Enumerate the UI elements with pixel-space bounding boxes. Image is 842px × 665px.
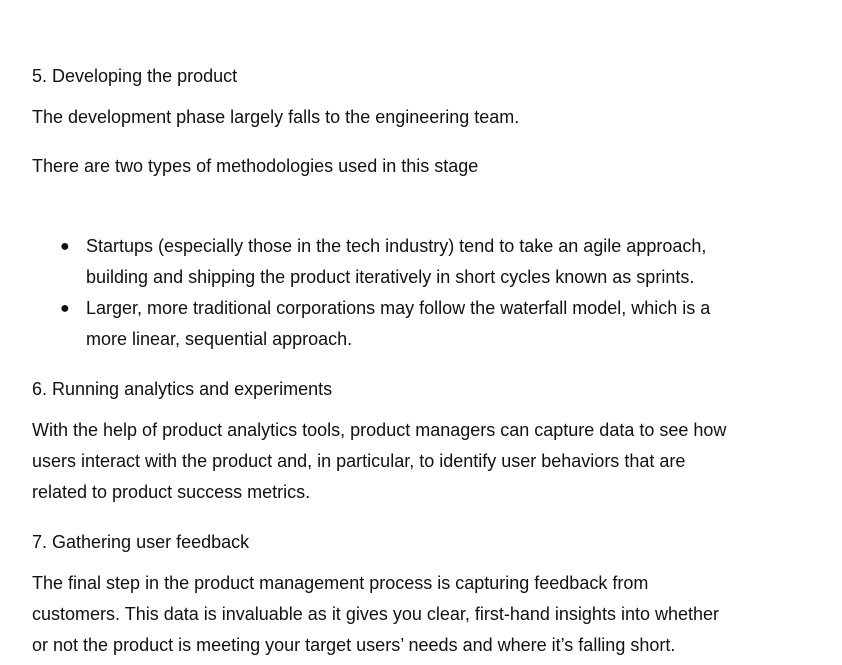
list-item-line: more linear, sequential approach. [86,329,353,349]
list-item-line: building and shipping the product iteratively in short cycles known as sprints. [86,267,695,287]
paragraph-line: or not the product is meeting your target users’ needs and where it’s falling short. [32,635,676,655]
section-5-paragraph-2 [32,151,752,182]
section-6-paragraph [32,415,752,508]
paragraph-line: With the help of product analytics tools, product managers can capture data to see how [32,420,727,440]
list-item-line: Larger, more traditional corporations may follow the waterfall model, which is a [86,298,711,318]
list-item-line: Startups (especially those in the tech industry) tend to take an agile approach, [86,236,707,256]
section-5-heading: 5. Developing the product [32,66,238,86]
paragraph-line: customers. This data is invaluable as it gives you clear, first-hand insights into whether [32,604,720,624]
paragraph-line: There are two types of methodologies used in this stage [32,156,479,176]
section-7-heading: 7. Gathering user feedback [32,532,250,552]
section-7-paragraph [32,568,752,661]
paragraph-line: users interact with the product and, in particular, to identify user behaviors that are [32,451,686,471]
bullet-icon: ● [60,238,70,255]
list-item [0,231,710,293]
paragraph-line: The development phase largely falls to the engineering team. [32,107,520,127]
paragraph-line: The final step in the product management process is capturing feedback from [32,573,649,593]
section-5-paragraph-1 [32,102,752,133]
paragraph-line: related to product success metrics. [32,482,311,502]
list-item [0,293,710,355]
section-6-heading: 6. Running analytics and experiments [32,379,333,399]
methodology-bullet-list [0,231,710,355]
bullet-icon: ● [60,300,70,317]
